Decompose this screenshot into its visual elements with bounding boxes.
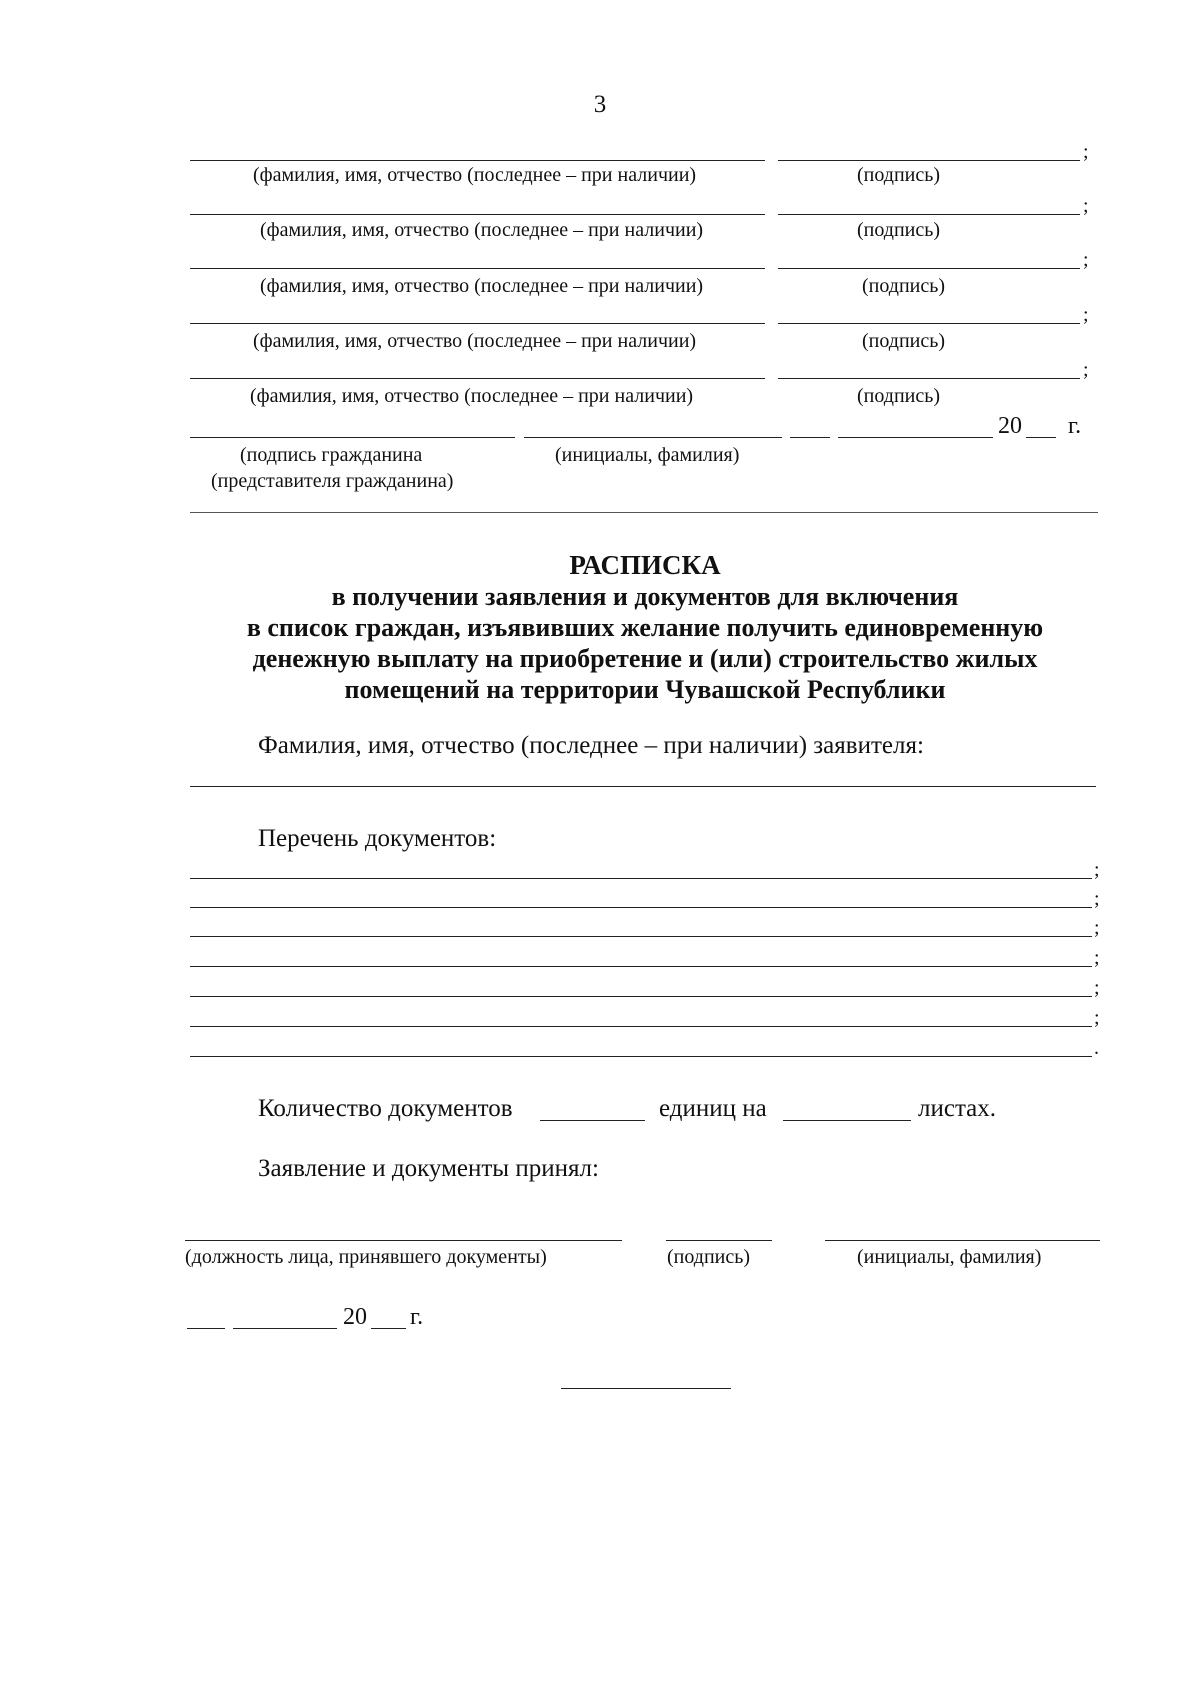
receipt-date-month-line — [233, 1328, 337, 1329]
document-line — [190, 936, 1092, 937]
list-semicolon: ; — [1094, 977, 1100, 999]
row-semicolon: ; — [1083, 141, 1089, 163]
acceptor-signature-line — [666, 1240, 772, 1241]
date-year-prefix: 20 — [998, 413, 1022, 439]
name-line — [190, 323, 765, 324]
name-line — [190, 378, 765, 379]
accepted-label: Заявление и документы принял: — [258, 1155, 599, 1182]
document-line — [190, 1056, 1092, 1057]
subtitle-line: в получении заявления и документов для включения — [331, 582, 959, 611]
document-line — [190, 1026, 1092, 1027]
receipt-date-year-line — [371, 1328, 406, 1329]
applicant-line — [190, 786, 1096, 787]
list-semicolon: ; — [1094, 917, 1100, 939]
count-prefix: Количество документов — [258, 1095, 513, 1122]
subtitle-line: в список граждан, изъявивших желание получить единовременную — [246, 613, 1044, 642]
name-line — [190, 214, 765, 215]
citizen-sign-caption-line2: (представителя гражданина) — [211, 470, 454, 492]
acceptor-signature-caption: (подпись) — [667, 1246, 751, 1268]
signature-line — [778, 378, 1080, 379]
row-semicolon: ; — [1083, 195, 1089, 217]
receipt-title: РАСПИСКА — [569, 550, 721, 580]
signature-line — [778, 160, 1080, 161]
name-caption: (фамилия, имя, отчество (последнее – при наличии) — [253, 164, 697, 186]
signature-line — [778, 268, 1080, 269]
date-day-line — [790, 437, 830, 438]
name-line — [190, 160, 765, 161]
applicant-label: Фамилия, имя, отчество (последнее – при наличии) заявителя: — [258, 732, 924, 759]
receipt-date-day-line — [187, 1328, 225, 1329]
position-line — [185, 1240, 622, 1241]
citizen-initials-caption: (инициалы, фамилия) — [555, 444, 740, 466]
list-semicolon: ; — [1094, 1007, 1100, 1029]
citizen-signature-line — [190, 437, 515, 438]
signature-line — [778, 323, 1080, 324]
page-number: 3 — [593, 91, 607, 118]
documents-list-label: Перечень документов: — [258, 825, 497, 852]
document-line — [190, 907, 1092, 908]
row-semicolon: ; — [1083, 304, 1089, 326]
name-caption: (фамилия, имя, отчество (последнее – при наличии) — [260, 275, 704, 297]
position-caption: (должность лица, принявшего документы) — [185, 1246, 547, 1268]
signature-caption: (подпись) — [862, 330, 946, 352]
date-year-line — [1026, 437, 1056, 438]
count-documents-line — [540, 1120, 645, 1121]
list-semicolon: ; — [1094, 888, 1100, 910]
document-line — [190, 966, 1092, 967]
row-semicolon: ; — [1083, 249, 1089, 271]
count-suffix: листах. — [918, 1095, 997, 1122]
count-sheets-line — [783, 1120, 911, 1121]
receipt-date-suffix: г. — [410, 1304, 424, 1330]
document-line — [190, 878, 1092, 879]
signature-caption: (подпись) — [857, 385, 941, 407]
name-line — [190, 268, 765, 269]
citizen-initials-line — [524, 437, 782, 438]
citizen-sign-caption-line1: (подпись гражданина — [240, 444, 423, 466]
name-caption: (фамилия, имя, отчество (последнее – при наличии) — [253, 330, 697, 352]
section-divider — [190, 512, 1098, 513]
row-semicolon: ; — [1083, 359, 1089, 381]
list-semicolon: ; — [1094, 947, 1100, 969]
list-semicolon: ; — [1094, 859, 1100, 881]
acceptor-initials-caption: (инициалы, фамилия) — [857, 1246, 1042, 1268]
date-year-suffix: г. — [1068, 413, 1082, 439]
end-mark-line — [561, 1388, 731, 1389]
signature-caption: (подпись) — [857, 219, 941, 241]
signature-caption: (подпись) — [857, 164, 941, 186]
subtitle-line: помещений на территории Чувашской Республики — [344, 675, 946, 704]
signature-line — [778, 214, 1080, 215]
count-units: единиц на — [659, 1095, 767, 1122]
date-month-line — [838, 437, 993, 438]
list-period: . — [1094, 1037, 1099, 1059]
document-line — [190, 996, 1092, 997]
signature-caption: (подпись) — [862, 275, 946, 297]
acceptor-initials-line — [825, 1240, 1100, 1241]
name-caption: (фамилия, имя, отчество (последнее – при наличии) — [260, 219, 704, 241]
name-caption: (фамилия, имя, отчество (последнее – при наличии) — [250, 385, 694, 407]
subtitle-line: денежную выплату на приобретение и (или) строительство жилых — [252, 644, 1038, 673]
receipt-date-prefix: 20 — [343, 1304, 367, 1330]
